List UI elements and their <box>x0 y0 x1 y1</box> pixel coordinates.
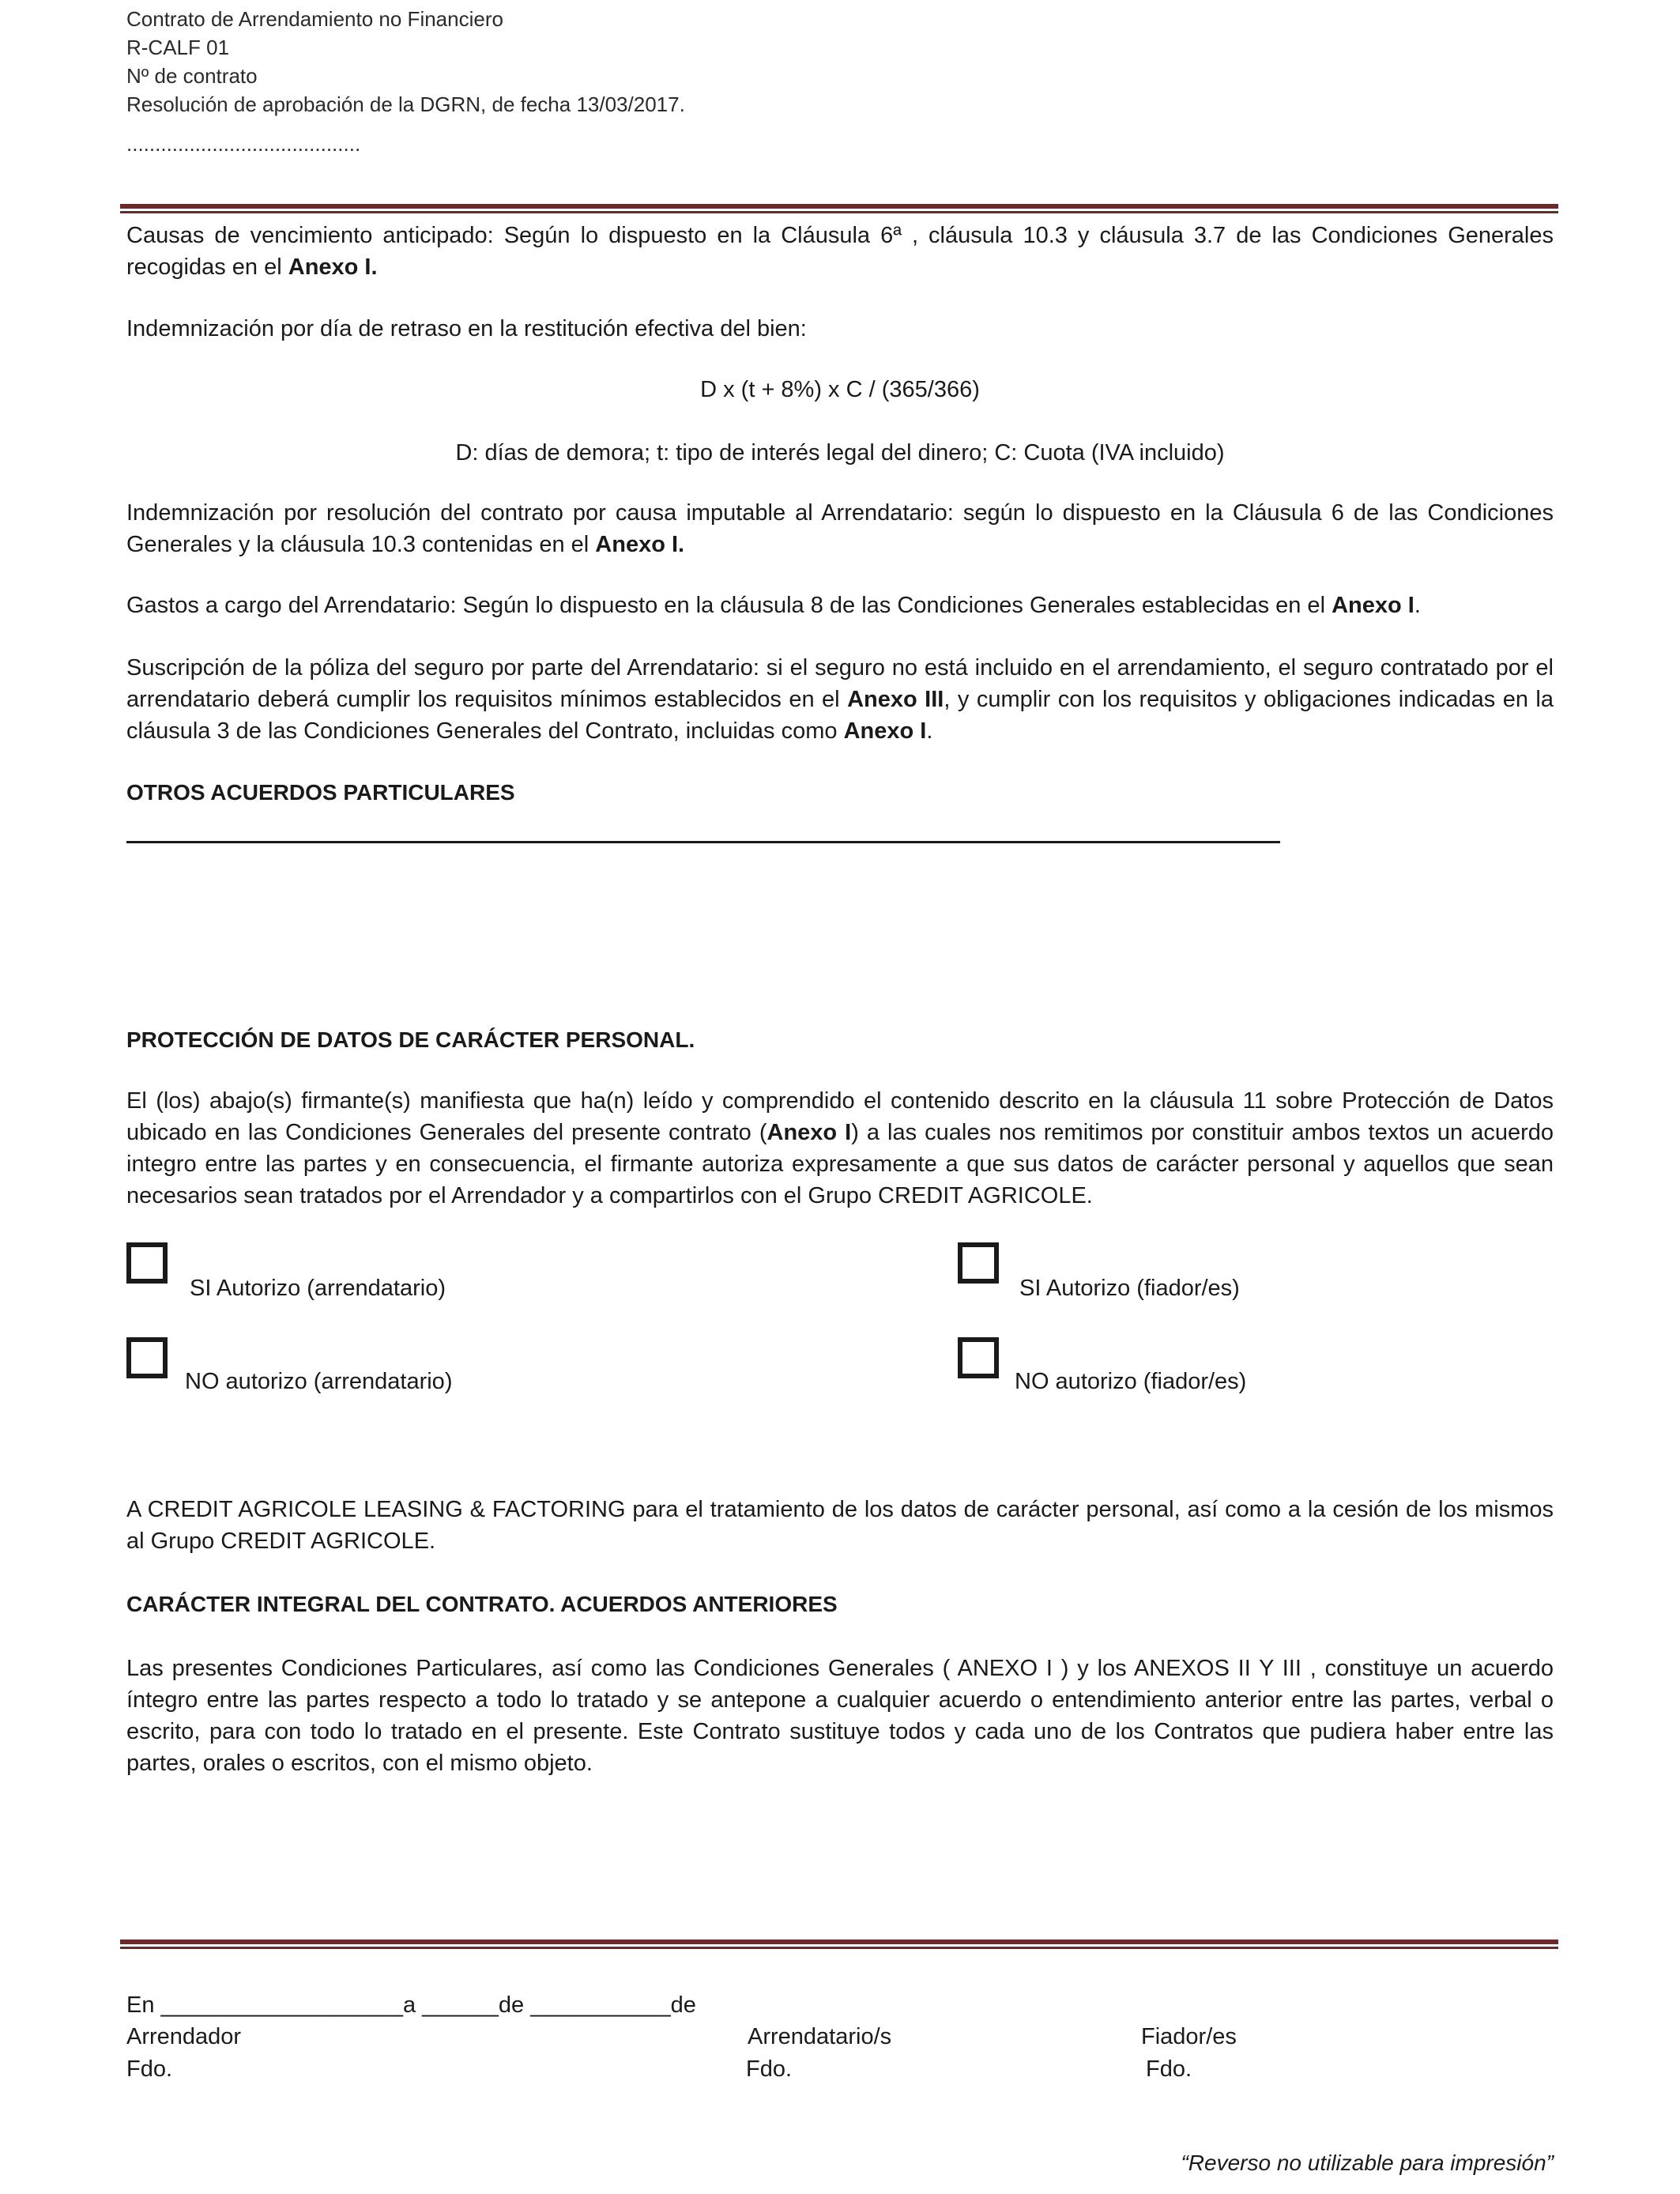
no-fiador-label: NO autorizo (fiador/es) <box>1015 1369 1247 1394</box>
si-fiador-label: SI Autorizo (fiador/es) <box>1019 1276 1240 1301</box>
signature-place-date-line: En ___________________a ______de ___________de <box>126 1992 696 2018</box>
credit-agricole-paragraph: A CREDIT AGRICOLE LEASING & FACTORING para el tratamiento de los datos de carácter personal, así como a la cesión de los mismos al Grupo CREDIT AGRICOLE. <box>126 1497 1554 1554</box>
arrendatario-signature: Fdo. <box>746 2056 793 2082</box>
no-arrendatario-checkbox[interactable] <box>126 1337 168 1378</box>
formula: D x (t + 8%) x C / (365/366) <box>700 377 980 402</box>
gastos-paragraph: Gastos a cargo del Arrendatario: Según lo dispuesto en la cláusula 8 de las Condiciones Generales establecidas en el Anexo I. <box>126 593 1421 618</box>
arrendador-label: Arrendador <box>126 2024 242 2049</box>
indemnizacion-resolucion-paragraph: Indemnización por resolución del contrato por causa imputable al Arrendatario: según lo dispuesto en la Cláusula 6 de las Condiciones Generales y la cláusula 10.3 contenidas en el Anexo I. <box>126 500 1554 557</box>
footer-note: “Reverso no utilizable para impresión” <box>1181 2151 1554 2175</box>
header-resolution: Resolución de aprobación de la DGRN, de fecha 13/03/2017. <box>126 92 685 116</box>
header-contract-number: Nº de contrato <box>126 64 258 88</box>
si-arrendatario-label: SI Autorizo (arrendatario) <box>190 1276 446 1301</box>
si-fiador-checkbox[interactable] <box>958 1242 999 1284</box>
header-dots: ......................................... <box>126 132 361 156</box>
proteccion-datos-heading: PROTECCIÓN DE DATOS DE CARÁCTER PERSONAL. <box>126 1027 695 1052</box>
vencimiento-paragraph: Causas de vencimiento anticipado: Según lo dispuesto en la Cláusula 6ª , cláusula 10.3 y cláusula 3.7 de las Condiciones Generales recogidas en el Anexo I. <box>126 223 1554 280</box>
fiador-label: Fiador/es <box>1141 2024 1237 2049</box>
caracter-integral-heading: CARÁCTER INTEGRAL DEL CONTRATO. ACUERDOS ANTERIORES <box>126 1592 838 1616</box>
doc-header <box>126 5 685 158</box>
formula-legend: D: días de demora; t: tipo de interés legal del dinero; C: Cuota (IVA incluido) <box>455 440 1225 466</box>
fiador-signature: Fdo. <box>1146 2056 1192 2082</box>
no-fiador-checkbox[interactable] <box>958 1337 999 1378</box>
arrendatario-label: Arrendatario/s <box>748 2024 892 2049</box>
otros-acuerdos-blank-line <box>126 841 1280 843</box>
caracter-integral-paragraph: Las presentes Condiciones Particulares, así como las Condiciones Generales ( ANEXO I ) y los ANEXOS II Y III , constituye un acuerdo íntegro entre las partes respecto a todo lo tratado y se antepone a cualquier acuerdo o entendimiento anterior entre las partes, verbal o escrito, para con todo lo tratado en el presente. Este Contrato sustituye todos y cada uno de los Contratos que pudiera haber entre las partes, orales o escritos, con el mismo objeto. <box>126 1656 1554 1776</box>
indemnizacion-retraso-label: Indemnización por día de retraso en la restitución efectiva del bien: <box>126 316 807 341</box>
proteccion-datos-paragraph: El (los) abajo(s) firmante(s) manifiesta que ha(n) leído y comprendido el contenido descrito en la cláusula 11 sobre Protección de Datos ubicado en las Condiciones Generales del presente contrato (Anexo I) a las cuales nos remitimos por constituir ambos textos un acuerdo integro entre las partes y en consecuencia, el firmante autoriza expresamente a que sus datos de carácter personal y aquellos que sean necesarios sean tratados por el Arrendador y a compartirlos con el Grupo CREDIT AGRICOLE. <box>126 1088 1554 1208</box>
bottom-divider <box>120 1940 1558 1949</box>
otros-acuerdos-heading: OTROS ACUERDOS PARTICULARES <box>126 780 515 805</box>
no-arrendatario-label: NO autorizo (arrendatario) <box>185 1369 453 1394</box>
seguro-paragraph: Suscripción de la póliza del seguro por parte del Arrendatario: si el seguro no está incluido en el arrendamiento, el seguro contratado por el arrendatario deberá cumplir los requisitos mínimos establecidos en el Anexo III, y cumplir con los requisitos y obligaciones indicadas en la cláusula 3 de las Condiciones Generales del Contrato, incluidas como Anexo I. <box>126 655 1554 744</box>
arrendador-signature: Fdo. <box>126 2056 173 2082</box>
si-arrendatario-checkbox[interactable] <box>126 1242 168 1284</box>
header-code: R-CALF 01 <box>126 36 230 59</box>
header-title: Contrato de Arrendamiento no Financiero <box>126 7 503 31</box>
top-divider <box>120 204 1558 213</box>
